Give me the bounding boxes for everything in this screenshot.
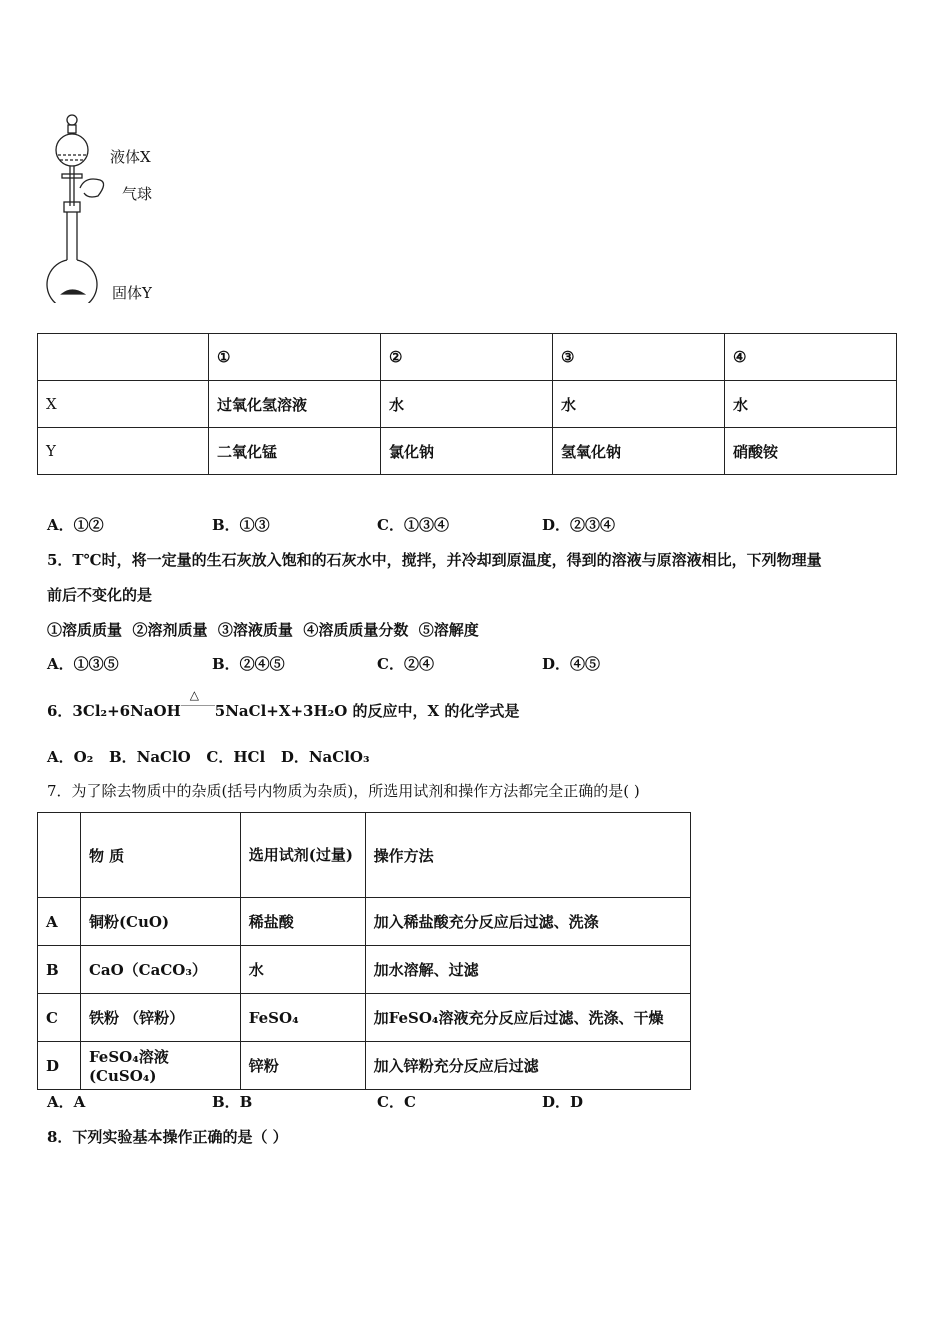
table-cell: 铜粉(CuO) [80,898,240,946]
table-cell: 操作方法 [365,813,690,898]
table-cell: 选用试剂(过量) [240,813,365,898]
table-cell: ④ [725,334,897,381]
table-row [38,381,897,428]
q7-option-b: B．B [212,1093,253,1111]
q6-options: A．O₂ B．NaClO C．HCl D．NaClO₃ [47,748,370,766]
table-row [38,946,691,994]
table-row [38,334,897,381]
table-row [38,994,691,1042]
table-cell: 硝酸铵 [725,428,897,475]
heat-condition: △ [189,688,199,702]
table-cell: C [38,994,81,1042]
table-cell: B [38,946,81,994]
label-liquid-x: 液体X [110,148,151,166]
impurity-table [37,812,691,1090]
q5-option-a: A．①③⑤ [47,655,119,673]
table-cell: 物 质 [80,813,240,898]
q4-option-c: C．①③④ [377,516,449,534]
table-cell [38,334,209,381]
table-cell: A [38,898,81,946]
flask-apparatus-icon [40,108,120,303]
table-cell: CaO（CaCO₃） [80,946,240,994]
table-cell: 过氧化氢溶液 [209,381,381,428]
q6-products: 5NaCl+X+3H₂O 的反应中，X 的化学式是 [214,702,520,720]
table-cell: 氢氧化钠 [553,428,725,475]
table-cell: 水 [553,381,725,428]
table-cell: ② [381,334,553,381]
table-row [38,813,691,898]
table-cell: 加水溶解、过滤 [365,946,690,994]
q5-stem-cont: 前后不变化的是 [47,586,153,604]
q8-stem: 8．下列实验基本操作正确的是（ ） [47,1128,288,1146]
table-cell: Y [38,428,209,475]
table-row [38,898,691,946]
table-cell: 氯化钠 [381,428,553,475]
table-cell: 水 [381,381,553,428]
q5-items: ①溶质质量 ②溶剂质量 ③溶液质量 ④溶质质量分数 ⑤溶解度 [47,621,479,639]
table-cell: X [38,381,209,428]
table-cell: FeSO₄溶液(CuSO₄) [80,1042,240,1090]
q7-option-a: A．A [47,1093,86,1111]
label-solid-y: 固体Y [112,284,152,302]
table-cell: D [38,1042,81,1090]
table-cell: 加入锌粉充分反应后过滤 [365,1042,690,1090]
table-cell: FeSO₄ [240,994,365,1042]
table-cell: 水 [240,946,365,994]
q4-option-d: D．②③④ [542,516,616,534]
apparatus-figure [40,108,153,307]
q4-option-a: A．①② [47,516,104,534]
q7-option-d: D．D [542,1093,584,1111]
q6-stem [47,688,520,721]
q5-option-d: D．④⑤ [542,655,601,673]
table-cell: 稀盐酸 [240,898,365,946]
q4-option-b: B．①③ [212,516,270,534]
q5-option-b: B．②④⑤ [212,655,285,673]
q7-stem: 7．为了除去物质中的杂质(括号内物质为杂质)，所选用试剂和操作方法都完全正确的是( ) [47,782,640,800]
table-cell: 铁粉 （锌粉） [80,994,240,1042]
reagent-table [37,333,897,475]
label-balloon: 气球 [122,185,153,203]
table-cell: 锌粉 [240,1042,365,1090]
table-cell: 二氧化锰 [209,428,381,475]
table-cell [38,813,81,898]
q5-option-c: C．②④ [377,655,434,673]
q5-stem: 5．T℃时，将一定量的生石灰放入饱和的石灰水中，搅拌，并冷却到原温度，得到的溶液与原溶液相比，下列物理量 [47,551,822,569]
table-cell: ③ [553,334,725,381]
table-cell: ① [209,334,381,381]
table-cell: 加入稀盐酸充分反应后过滤、洗涤 [365,898,690,946]
table-cell: 加FeSO₄溶液充分反应后过滤、洗涤、干燥 [365,994,690,1042]
q7-option-c: C．C [377,1093,416,1111]
table-row [38,1042,691,1090]
q6-reactants: 6．3Cl₂+6NaOH [47,702,181,720]
table-row [38,428,897,475]
table-cell: 水 [725,381,897,428]
